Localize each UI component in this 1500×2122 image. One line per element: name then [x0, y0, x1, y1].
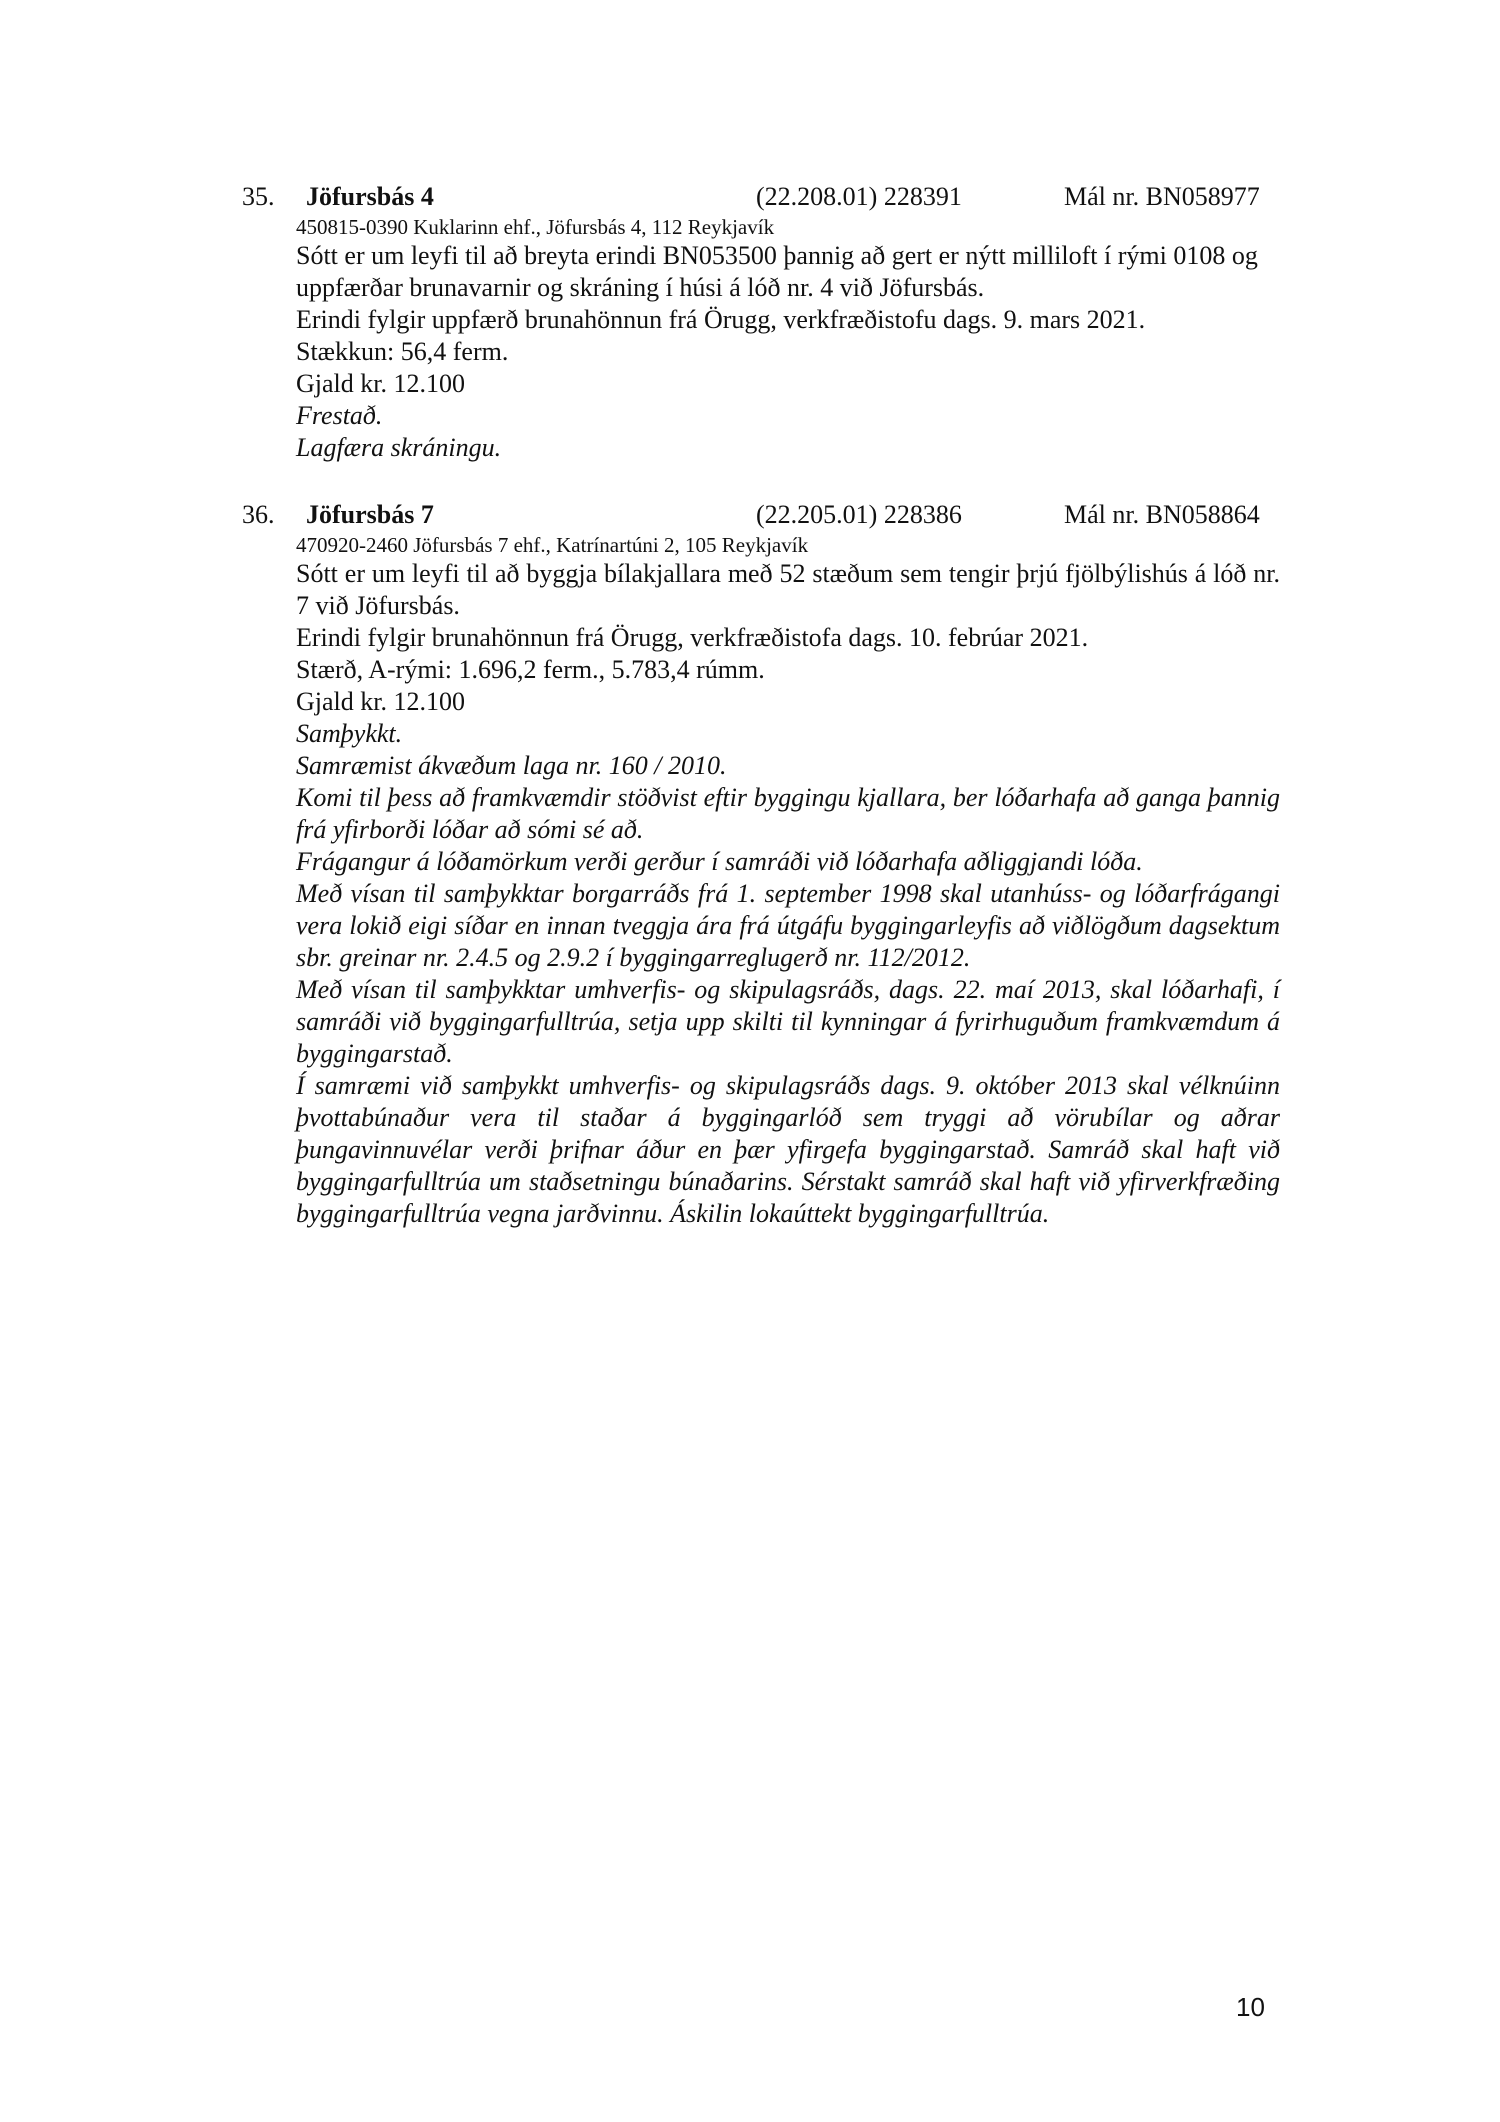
decision: Frestað.: [296, 401, 383, 430]
condition: Komi til þess að framkvæmdir stöðvist eftir byggingu kjallara, ber lóðarhafa að ganga þannig frá yfirborði lóðar að sómi sé að.: [296, 783, 1280, 844]
description: Sótt er um leyfi til að breyta erindi BN053500 þannig að gert er nýtt milliloft í rými 0108 og uppfærðar brunavarnir og skráning í húsi á lóð nr. 4 við Jöfursbás.: [296, 241, 1258, 302]
condition: Í samræmi við samþykkt umhverfis- og skipulagsráðs dags. 9. október 2013 skal vélknúinn þvottabúnaður vera til staðar á byggingarlóð sem tryggi að vörubílar og aðrar þungavinnuvélar verði þrifnar áður en þær yfirgefa byggingarstað. Samráð skal haft við byggingarfulltrúa um staðsetningu búnaðarins. Sérstakt samráð skal haft við yfirverkfræðing byggingarfulltrúa vegna jarðvinnu. Áskilin lokaúttekt byggingarfulltrúa.: [296, 1071, 1280, 1228]
fee-line: Gjald kr. 12.100: [296, 369, 465, 398]
decision: Samþykkt.: [296, 719, 403, 748]
item-address: Jöfursbás 4: [306, 182, 434, 211]
attachment-note: Erindi fylgir uppfærð brunahönnun frá Örugg, verkfræðistofu dags. 9. mars 2021.: [296, 305, 1146, 334]
case-number: Mál nr. BN058864: [1064, 500, 1260, 529]
agenda-item-36: [0, 498, 1500, 1230]
item-body: [296, 532, 1280, 1230]
description: Sótt er um leyfi til að byggja bílakjallara með 52 stæðum sem tengir þrjú fjölbýlishús á lóð nr. 7 við Jöfursbás.: [296, 559, 1280, 620]
item-number: 36.: [242, 500, 275, 529]
size-line: Stærð, A-rými: 1.696,2 ferm., 5.783,4 rúmm.: [296, 655, 765, 684]
fee-line: Gjald kr. 12.100: [296, 687, 465, 716]
condition: Lagfæra skráningu.: [296, 433, 502, 462]
item-header: [0, 180, 1500, 214]
property-code: (22.208.01) 228391: [756, 182, 962, 211]
condition: Með vísan til samþykktar umhverfis- og skipulagsráðs, dags. 22. maí 2013, skal lóðarhafi, í samráði við byggingarfulltrúa, setja upp skilti til kynningar á fyrirhuguðum framkvæmdum á byggingarstað.: [296, 975, 1280, 1068]
item-number: 35.: [242, 182, 275, 211]
case-number: Mál nr. BN058977: [1064, 182, 1260, 211]
item-header: [0, 498, 1500, 532]
property-code: (22.205.01) 228386: [756, 500, 962, 529]
applicant: 450815-0390 Kuklarinn ehf., Jöfursbás 4, 112 Reykjavík: [296, 215, 775, 239]
condition: Frágangur á lóðamörkum verði gerður í samráði við lóðarhafa aðliggjandi lóða.: [296, 847, 1143, 876]
agenda-item-35: [0, 180, 1500, 464]
condition: Samræmist ákvæðum laga nr. 160 / 2010.: [296, 751, 727, 780]
size-line: Stækkun: 56,4 ferm.: [296, 337, 509, 366]
item-address: Jöfursbás 7: [306, 500, 434, 529]
page-number: 10: [1236, 1992, 1265, 2022]
attachment-note: Erindi fylgir brunahönnun frá Örugg, verkfræðistofa dags. 10. febrúar 2021.: [296, 623, 1089, 652]
item-body: [296, 214, 1280, 464]
condition: Með vísan til samþykktar borgarráðs frá 1. september 1998 skal utanhúss- og lóðarfrágangi vera lokið eigi síðar en innan tveggja ára frá útgáfu byggingarleyfis að viðlögðum dagsektum sbr. greinar nr. 2.4.5 og 2.9.2 í byggingarreglugerð nr. 112/2012.: [296, 879, 1280, 972]
applicant: 470920-2460 Jöfursbás 7 ehf., Katrínartúni 2, 105 Reykjavík: [296, 533, 809, 557]
